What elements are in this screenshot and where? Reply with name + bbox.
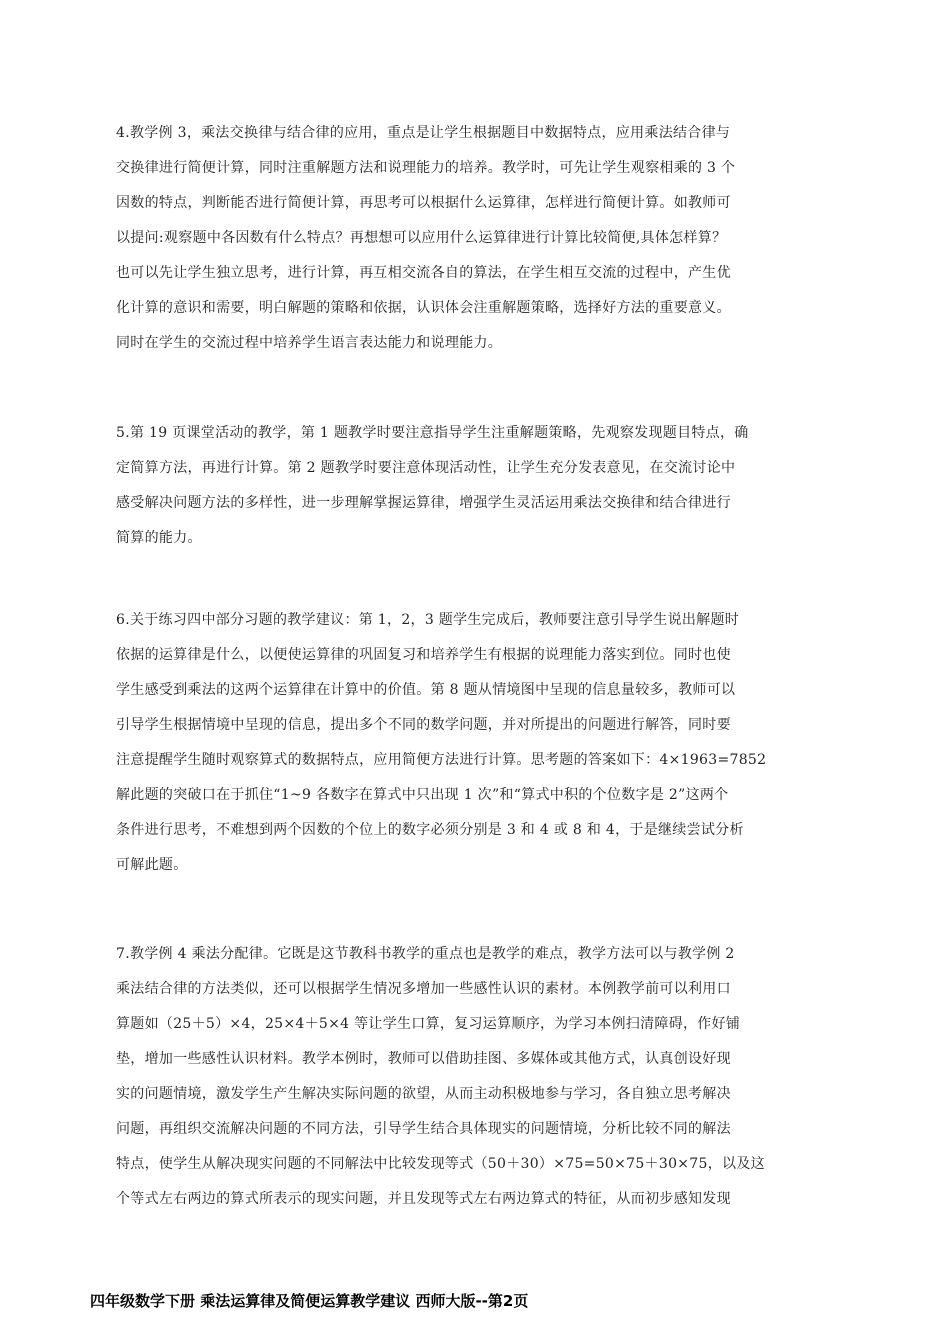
text-line: 4.教学例 3，乘法交换律与结合律的应用，重点是让学生根据题目中数据特点，应用乘法结合律与: [116, 125, 731, 141]
text-line: 学生感受到乘法的这两个运算律在计算中的价值。第 8 题从情境图中呈现的信息量较多，教师可以: [116, 682, 736, 698]
paragraph-6: [116, 603, 838, 883]
text-line: 实的问题情境，激发学生产生解决实际问题的欲望，从而主动积极地参与学习，各自独立思考解决: [116, 1086, 731, 1102]
text-line: 乘法结合律的方法类似，还可以根据学生情况多增加一些感性认识的素材。本例教学前可以利用口: [116, 981, 731, 997]
text-line: 简算的能力。: [116, 530, 202, 546]
text-line: 也可以先让学生独立思考，进行计算，再互相交流各自的算法，在学生相互交流的过程中，产生优: [116, 265, 731, 281]
text-line: 感受解决问题方法的多样性，进一步理解掌握运算律，增强学生灵活运用乘法交换律和结合律进行: [116, 495, 731, 511]
text-line: 解此题的突破口在于抓住“1~9 各数字在算式中只出现 1 次”和“算式中积的个位数字是 2”这两个: [116, 787, 729, 803]
text-line: 5.第 19 页课堂活动的教学，第 1 题教学时要注意指导学生注重解题策略，先观察发现题目特点，确: [116, 425, 749, 441]
text-line: 可解此题。: [116, 857, 188, 873]
text-line: 交换律进行简便计算，同时注重解题方法和说理能力的培养。教学时，可先让学生观察相乘的 3 个: [116, 160, 736, 176]
page-footer: 四年级数学下册 乘法运算律及简便运算教学建议 西师大版--第2页: [90, 1292, 529, 1310]
text-line: 个等式左右两边的算式所表示的现实问题，并且发现等式左右两边算式的特征，从而初步感知发现: [116, 1191, 731, 1207]
text-line: 6.关于练习四中部分习题的教学建议：第 1，2，3 题学生完成后，教师要注意引导学生说出解题时: [116, 612, 740, 628]
paragraph-7: [116, 937, 838, 1217]
text-line: 7.教学例 4 乘法分配律。它既是这节教科书教学的重点也是教学的难点，教学方法可以与教学例 2: [116, 946, 735, 962]
text-line: 同时在学生的交流过程中培养学生语言表达能力和说理能力。: [116, 335, 503, 351]
text-line: 算题如（25＋5）×4，25×4＋5×4 等让学生口算，复习运算顺序，为学习本例扫清障碍，作好铺: [116, 1016, 741, 1032]
text-line: 垫，增加一些感性认识材料。教学本例时，教师可以借助挂图、多媒体或其他方式，认真创设好现: [116, 1051, 731, 1067]
paragraph-5: [116, 416, 838, 556]
paragraph-4: [116, 116, 838, 361]
text-line: 依据的运算律是什么，以便使运算律的巩固复习和培养学生有根据的说理能力落实到位。同时也使: [116, 647, 731, 663]
text-line: 条件进行思考，不难想到两个因数的个位上的数字必须分别是 3 和 4 或 8 和 4，于是继续尝试分析: [116, 822, 744, 838]
text-line: 引导学生根据情境中呈现的信息，提出多个不同的数学问题，并对所提出的问题进行解答，同时要: [116, 717, 731, 733]
text-line: 问题，再组织交流解决问题的不同方法，引导学生结合具体现实的问题情境，分析比较不同的解法: [116, 1121, 731, 1137]
text-line: 化计算的意识和需要，明白解题的策略和依据，认识体会注重解题策略，选择好方法的重要意义。: [116, 300, 731, 316]
text-line: 特点，使学生从解决现实问题的不同解法中比较发现等式（50＋30）×75=50×75＋30×75，以及这: [116, 1156, 765, 1172]
text-line: 定简算方法，再进行计算。第 2 题教学时要注意体现活动性，让学生充分发表意见，在交流讨论中: [116, 460, 736, 476]
text-line: 以提问:观察题中各因数有什么特点？再想想可以应用什么运算律进行计算比较简便,具体怎样算？: [116, 230, 727, 246]
text-line: 因数的特点，判断能否进行简便计算，再思考可以根据什么运算律，怎样进行简便计算。如教师可: [116, 195, 731, 211]
text-line: 注意提醒学生随时观察算式的数据特点，应用简便方法进行计算。思考题的答案如下：4×1963=7852: [116, 752, 767, 768]
